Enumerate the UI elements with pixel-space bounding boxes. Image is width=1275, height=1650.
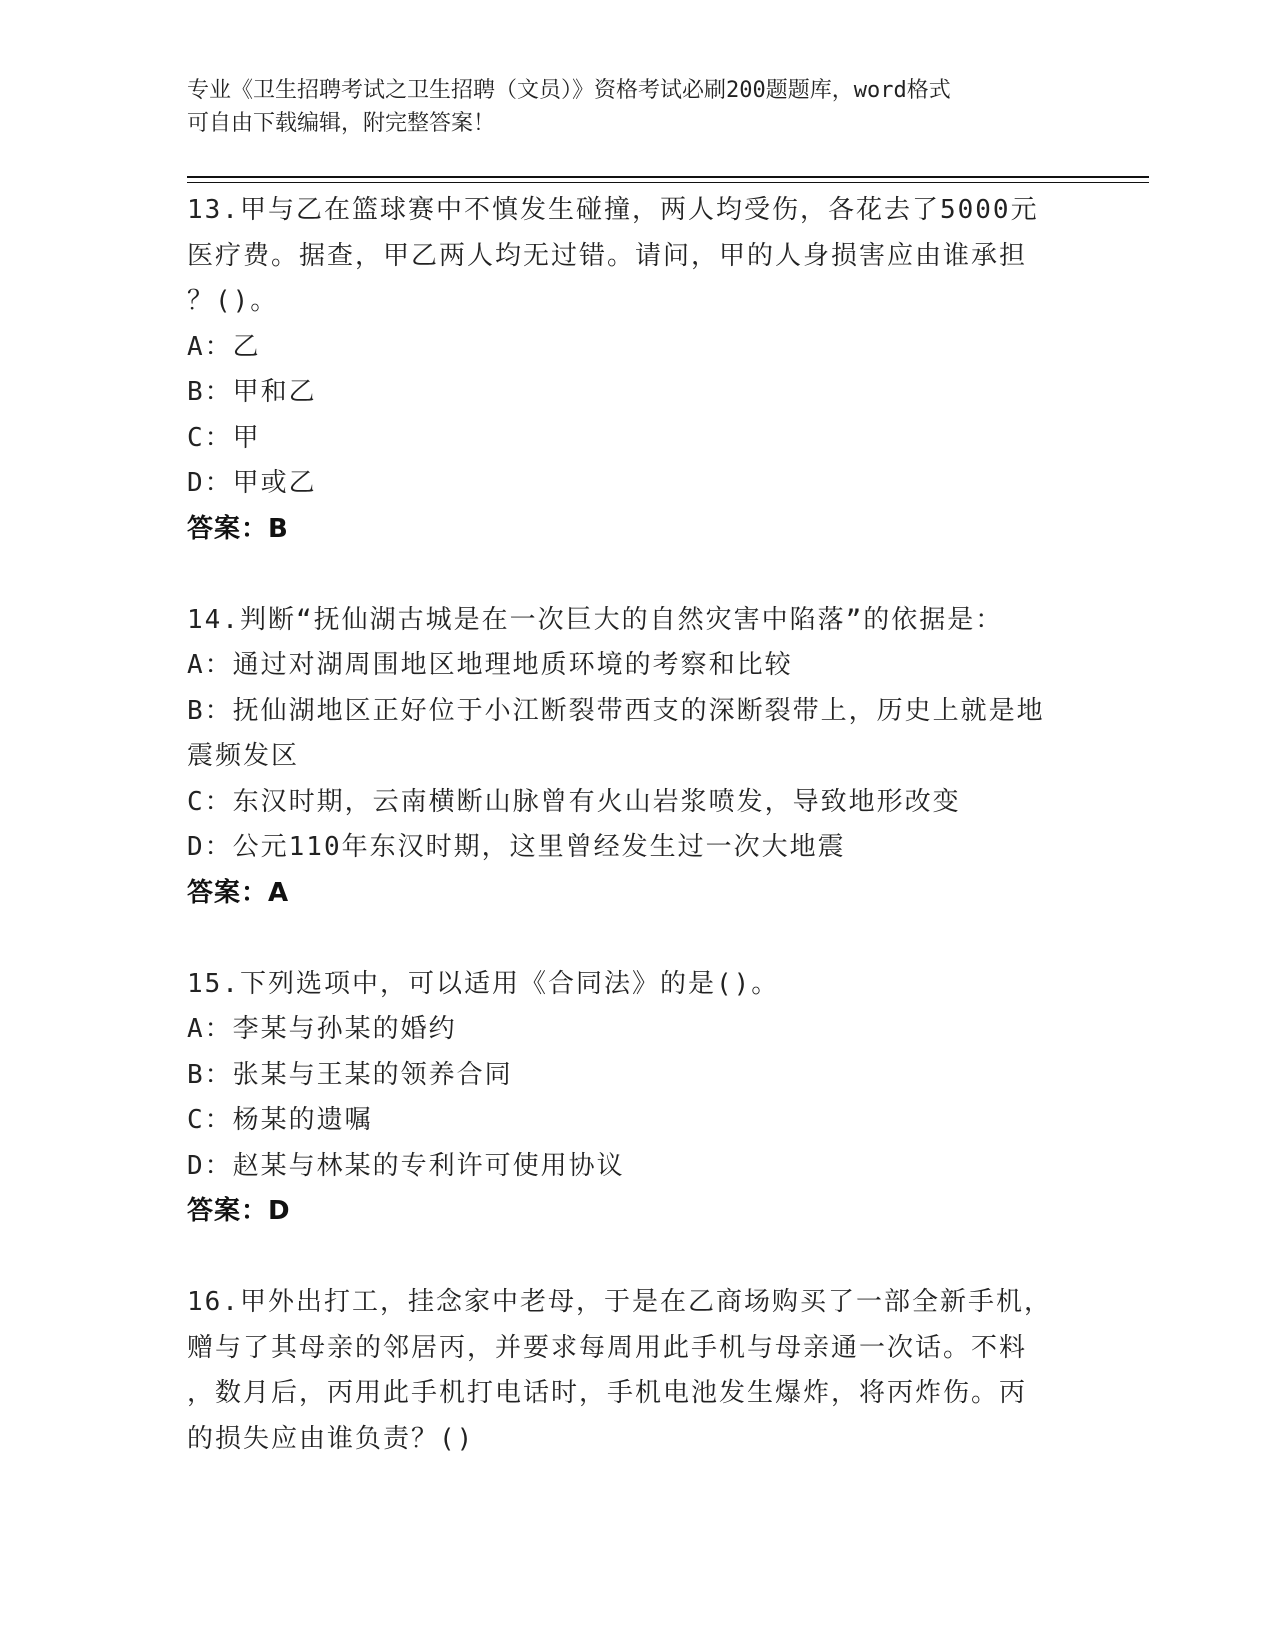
answer-label: 答案：A (187, 877, 290, 908)
question-text: 13.甲与乙在篮球赛中不慎发生碰撞，两人均受伤，各花去了5000元 (187, 195, 1039, 225)
option-text: C：甲 (187, 422, 261, 453)
option-text: A：李某与孙某的婚约 (187, 1014, 457, 1044)
header-rule-thin (187, 182, 1149, 183)
question-text: 15.下列选项中，可以适用《合同法》的是()。 (187, 968, 780, 999)
question-text: 的损失应由谁负责？() (187, 1423, 475, 1454)
option-text: C：杨某的遗嘱 (187, 1105, 373, 1135)
question-text: 医疗费。据查，甲乙两人均无过错。请问，甲的人身损害应由谁承担 (187, 240, 1028, 271)
option-text: C：东汉时期，云南横断山脉曾有火山岩浆喷发，导致地形改变 (187, 786, 961, 817)
option-text: B：甲和乙 (187, 377, 317, 407)
question-text: 14.判断“抚仙湖古城是在一次巨大的自然灾害中陷落”的依据是： (187, 604, 1004, 635)
question-block (187, 962, 1087, 1281)
option-text: D：甲或乙 (187, 468, 317, 498)
option-text: D：公元110年东汉时期，这里曾经发生过一次大地震 (187, 832, 846, 862)
option-text: 震频发区 (187, 741, 300, 771)
header-rule (187, 176, 1149, 178)
question-list (187, 188, 1087, 1462)
question-text: 16.甲外出打工，挂念家中老母，于是在乙商场购买了一部全新手机， (187, 1287, 1052, 1317)
option-text: B：张某与王某的领养合同 (187, 1059, 513, 1090)
question-spacer (187, 1235, 1087, 1281)
question-text: 赠与了其母亲的邻居丙，并要求每周用此手机与母亲通一次话。不料 (187, 1332, 1028, 1363)
option-text: A：通过对湖周围地区地理地质环境的考察和比较 (187, 650, 793, 680)
answer-label: 答案：B (187, 513, 289, 544)
question-block (187, 1280, 1087, 1462)
header-line-1: 专业《卫生招聘考试之卫生招聘（文员）》资格考试必刷200题题库，word格式 (187, 78, 951, 103)
header-line-2: 可自由下载编辑，附完整答案！ (187, 111, 496, 136)
option-text: D：赵某与林某的专利许可使用协议 (187, 1150, 625, 1181)
option-text: B：抚仙湖地区正好位于小江断裂带西支的深断裂带上，历史上就是地 (187, 695, 1045, 726)
question-text: ？()。 (187, 286, 279, 316)
answer-label: 答案：D (187, 1196, 291, 1226)
question-text: ，数月后，丙用此手机打电话时，手机电池发生爆炸，将丙炸伤。丙 (187, 1378, 1028, 1408)
document-header (187, 74, 1087, 140)
question-spacer (187, 552, 1087, 598)
question-spacer (187, 916, 1087, 962)
option-text: A：乙 (187, 331, 261, 362)
question-block (187, 598, 1087, 962)
question-block (187, 188, 1087, 598)
